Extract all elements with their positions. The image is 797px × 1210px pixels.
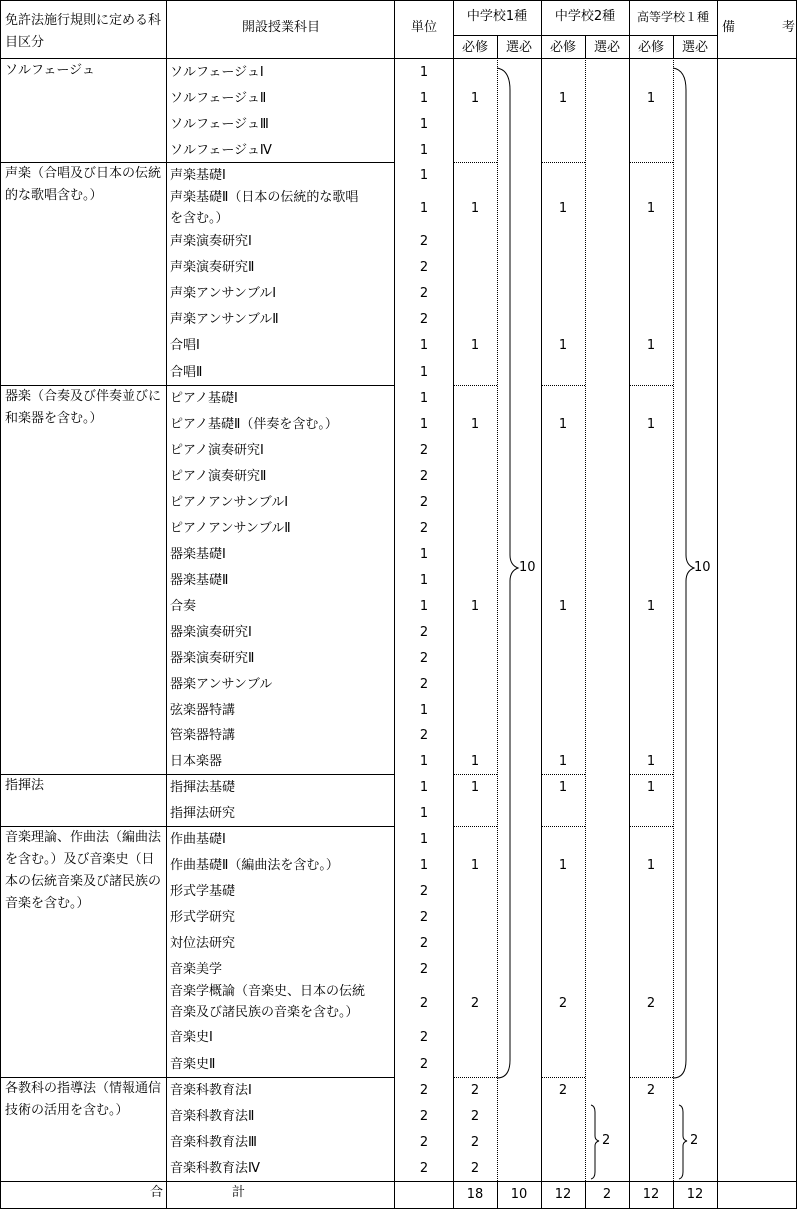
jhs2-required-value: 1 bbox=[558, 91, 568, 106]
unit-value: 2 bbox=[419, 1030, 429, 1045]
subject-name: 声楽基礎Ⅰ bbox=[170, 168, 226, 183]
unit-value: 2 bbox=[419, 260, 429, 275]
jhs1-required-value: 1 bbox=[470, 754, 480, 769]
header-hs1: 高等学校１種 bbox=[636, 10, 709, 24]
hs1-required-value: 1 bbox=[646, 754, 656, 769]
unit-value: 1 bbox=[419, 806, 429, 821]
subject-name: 声楽演奏研究Ⅱ bbox=[170, 260, 255, 275]
total-hs1-required: 12 bbox=[642, 1187, 660, 1202]
header-unit: 単位 bbox=[410, 20, 437, 35]
category-theory: 音楽理論、作曲法（編曲法を含む。）及び音楽史（日本の伝統音楽及び諸民族の音楽を含む。） bbox=[5, 830, 162, 911]
subject-name: ピアノアンサンブルⅠ bbox=[170, 495, 289, 510]
jhs1-required-value: 2 bbox=[470, 1083, 480, 1098]
total-jhs2-required: 12 bbox=[554, 1187, 572, 1202]
total-jhs1-elective: 10 bbox=[510, 1187, 528, 1202]
jhs2-required-value: 1 bbox=[558, 780, 568, 795]
header-subject: 開設授業科目 bbox=[241, 20, 320, 35]
category-solfege: ソルフェージュ bbox=[5, 63, 95, 78]
subject-name: 器楽基礎Ⅱ bbox=[170, 573, 229, 588]
jhs1-required-value: 1 bbox=[470, 780, 480, 795]
jhs1-required-value: 2 bbox=[470, 1109, 480, 1124]
unit-value: 1 bbox=[419, 547, 429, 562]
unit-value: 1 bbox=[419, 754, 429, 769]
subject-name: ピアノ基礎Ⅰ bbox=[170, 391, 238, 406]
header-jhs2-elective: 選必 bbox=[593, 40, 620, 55]
hs1-required-value: 1 bbox=[646, 338, 656, 353]
unit-value: 2 bbox=[419, 1109, 429, 1124]
subject-name: ソルフェージュⅣ bbox=[170, 142, 272, 158]
subject-name: 音楽科教育法Ⅱ bbox=[170, 1109, 255, 1124]
unit-value: 2 bbox=[419, 312, 429, 327]
jhs2-required-value: 1 bbox=[558, 338, 568, 353]
total-label-right: 計 bbox=[232, 1185, 246, 1200]
subject-name: 作曲基礎Ⅱ（編曲法を含む。） bbox=[170, 858, 339, 873]
unit-value: 2 bbox=[419, 884, 429, 899]
subject-name: 対位法研究 bbox=[170, 936, 236, 951]
unit-value: 1 bbox=[419, 91, 429, 106]
category-instrumental: 器楽（合奏及び伴奏並びに和楽器を含む。） bbox=[5, 389, 162, 426]
unit-value: 2 bbox=[419, 234, 429, 249]
subject-name: ソルフェージュⅠ bbox=[170, 65, 264, 80]
unit-value: 1 bbox=[419, 573, 429, 588]
total-jhs2-elective: 2 bbox=[602, 1187, 612, 1202]
hs1-required-value: 1 bbox=[646, 91, 656, 106]
unit-value: 1 bbox=[419, 117, 429, 132]
subject-name-cont: を含む。） bbox=[170, 211, 229, 226]
jhs1-required-value: 1 bbox=[470, 858, 480, 873]
hs1-required-value: 1 bbox=[646, 417, 656, 432]
unit-value: 2 bbox=[419, 677, 429, 692]
hs1-required-value: 1 bbox=[646, 201, 656, 216]
subject-name: 声楽アンサンブルⅠ bbox=[170, 286, 277, 301]
jhs2-required-value: 2 bbox=[558, 1083, 568, 1098]
subject-name: 音楽史Ⅰ bbox=[170, 1030, 213, 1045]
jhs2-required-value: 1 bbox=[558, 858, 568, 873]
hs1-required-value: 1 bbox=[646, 599, 656, 614]
subject-name: 合奏 bbox=[170, 599, 197, 614]
hs1-method-elective: 2 bbox=[690, 1133, 699, 1148]
jhs1-required-value: 2 bbox=[470, 1135, 480, 1150]
subject-name: 日本楽器 bbox=[170, 754, 223, 769]
jhs2-required-value: 1 bbox=[558, 417, 568, 432]
jhs1-required-value: 1 bbox=[470, 599, 480, 614]
unit-value: 2 bbox=[419, 495, 429, 510]
unit-value: 2 bbox=[419, 651, 429, 666]
jhs2-required-value: 1 bbox=[558, 201, 568, 216]
hs1-elective-total: 10 bbox=[694, 560, 711, 575]
jhs2-required-value: 1 bbox=[558, 754, 568, 769]
total-jhs1-required: 18 bbox=[466, 1187, 484, 1202]
subject-name: 音楽科教育法Ⅳ bbox=[170, 1161, 260, 1176]
unit-value: 1 bbox=[419, 364, 429, 380]
subject-name: 器楽演奏研究Ⅱ bbox=[170, 651, 255, 666]
category-vocal: 声楽（合唱及び日本の伝統的な歌唱含む。） bbox=[5, 166, 162, 203]
total-label-left: 合 bbox=[150, 1185, 164, 1200]
header-jhs1: 中学校1種 bbox=[466, 9, 528, 24]
category-conducting: 指揮法 bbox=[5, 778, 45, 793]
jhs1-required-value: 1 bbox=[470, 91, 480, 106]
unit-value: 2 bbox=[419, 910, 429, 925]
jhs1-elective-total: 10 bbox=[519, 560, 536, 575]
hs1-method-brace bbox=[679, 1105, 687, 1179]
subject-name: ソルフェージュⅡ bbox=[170, 91, 267, 106]
header-jhs1-required: 必修 bbox=[461, 40, 488, 55]
header-hs1-elective: 選必 bbox=[681, 40, 708, 55]
unit-value: 1 bbox=[419, 338, 429, 353]
unit-value: 2 bbox=[419, 728, 429, 743]
header-jhs2: 中学校2種 bbox=[554, 9, 616, 24]
header-hs1-required: 必修 bbox=[637, 40, 664, 55]
subject-name: 指揮法研究 bbox=[170, 806, 236, 821]
subject-name: 音楽美学 bbox=[170, 962, 223, 977]
subject-name: ピアノ基礎Ⅱ（伴奏を含む。） bbox=[170, 417, 338, 432]
category-teaching-method: 各教科の指導法（情報通信技術の活用を含む。） bbox=[5, 1081, 162, 1118]
subject-name-cont: 音楽及び諸民族の音楽を含む。） bbox=[170, 1005, 359, 1020]
unit-value: 2 bbox=[419, 1135, 429, 1150]
unit-value: 1 bbox=[419, 142, 429, 158]
unit-value: 1 bbox=[419, 599, 429, 614]
subject-name: 合唱Ⅱ bbox=[170, 364, 203, 380]
unit-value: 1 bbox=[419, 858, 429, 873]
subject-name: 器楽演奏研究Ⅰ bbox=[170, 625, 252, 640]
subject-name: 器楽アンサンブル bbox=[170, 677, 273, 692]
unit-value: 1 bbox=[419, 391, 429, 406]
subject-name: 作曲基礎Ⅰ bbox=[170, 832, 226, 847]
hs1-required-value: 1 bbox=[646, 780, 656, 795]
jhs1-required-value: 1 bbox=[470, 338, 480, 353]
subject-name: 音楽科教育法Ⅰ bbox=[170, 1083, 252, 1098]
subject-name: 合唱Ⅰ bbox=[170, 338, 200, 353]
unit-value: 2 bbox=[419, 1083, 429, 1098]
subject-name: 声楽基礎Ⅱ（日本の伝統的な歌唱 bbox=[170, 190, 359, 205]
subject-name: 器楽基礎Ⅰ bbox=[170, 547, 226, 562]
subject-name: ピアノ演奏研究Ⅰ bbox=[170, 443, 264, 458]
jhs1-required-value: 1 bbox=[470, 417, 480, 432]
header-jhs1-elective: 選必 bbox=[505, 40, 532, 55]
unit-value: 1 bbox=[419, 201, 429, 216]
subject-name: 音楽史Ⅱ bbox=[170, 1056, 216, 1072]
subject-name: 声楽演奏研究Ⅰ bbox=[170, 234, 252, 249]
jhs2-required-value: 2 bbox=[558, 996, 568, 1011]
unit-value: 1 bbox=[419, 168, 429, 183]
subject-name: 形式学基礎 bbox=[170, 884, 236, 899]
header-category: 免許法施行規則に定める科目区分 bbox=[5, 13, 162, 50]
subject-name: 形式学研究 bbox=[170, 910, 236, 925]
unit-value: 1 bbox=[419, 702, 429, 718]
unit-value: 2 bbox=[419, 443, 429, 458]
subject-name: 声楽アンサンブルⅡ bbox=[170, 312, 279, 327]
hs1-required-value: 2 bbox=[646, 996, 656, 1011]
unit-value: 2 bbox=[419, 962, 429, 977]
unit-value: 1 bbox=[419, 417, 429, 432]
jhs2-method-brace bbox=[591, 1105, 599, 1179]
unit-value: 1 bbox=[419, 65, 429, 80]
header-jhs2-required: 必修 bbox=[549, 40, 576, 55]
unit-value: 2 bbox=[419, 625, 429, 640]
hs1-required-value: 1 bbox=[646, 858, 656, 873]
subject-name: 音楽科教育法Ⅲ bbox=[170, 1135, 257, 1150]
unit-value: 2 bbox=[419, 1161, 429, 1176]
unit-value: 1 bbox=[419, 780, 429, 795]
hs1-brace bbox=[673, 68, 694, 1078]
unit-value: 2 bbox=[419, 469, 429, 484]
unit-value: 1 bbox=[419, 832, 429, 847]
unit-value: 2 bbox=[419, 996, 429, 1011]
subject-name: ピアノ演奏研究Ⅱ bbox=[170, 469, 267, 484]
hs1-required-value: 2 bbox=[646, 1083, 656, 1098]
subject-name: ピアノアンサンブルⅡ bbox=[170, 521, 291, 536]
subject-name: ソルフェージュⅢ bbox=[170, 117, 269, 132]
header-remarks: 備 考 bbox=[722, 20, 795, 35]
jhs1-required-value: 1 bbox=[470, 201, 480, 216]
jhs1-required-value: 2 bbox=[470, 996, 480, 1011]
unit-value: 2 bbox=[419, 521, 429, 536]
jhs2-method-elective: 2 bbox=[602, 1133, 611, 1148]
jhs1-required-value: 2 bbox=[470, 1161, 480, 1176]
total-hs1-elective: 12 bbox=[686, 1187, 704, 1202]
subject-name: 音楽学概論（音楽史、日本の伝統 bbox=[170, 984, 366, 999]
unit-value: 2 bbox=[419, 936, 429, 951]
jhs1-brace bbox=[497, 68, 518, 1078]
subject-name: 管楽器特講 bbox=[170, 728, 236, 743]
jhs2-required-value: 1 bbox=[558, 599, 568, 614]
subject-name: 弦楽器特講 bbox=[170, 702, 236, 718]
subject-name: 指揮法基礎 bbox=[170, 780, 236, 795]
unit-value: 2 bbox=[419, 1056, 429, 1072]
unit-value: 2 bbox=[419, 286, 429, 301]
